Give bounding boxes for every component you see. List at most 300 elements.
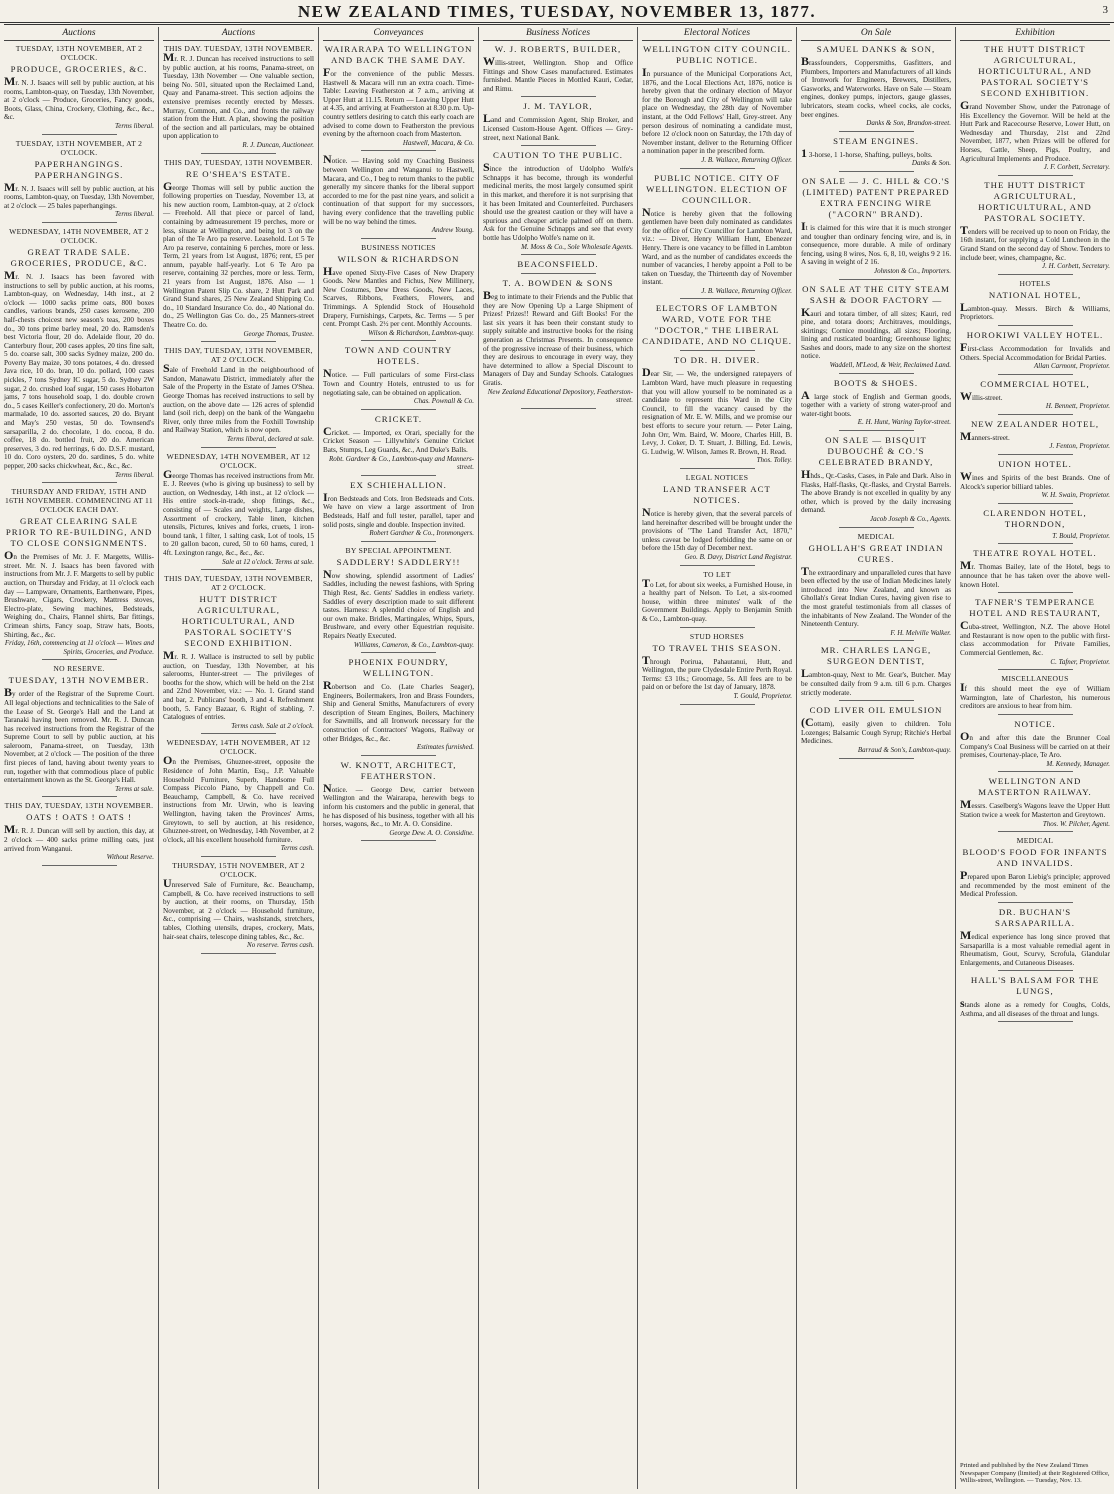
ad-title: BLOOD'S FOOD FOR INFANTS AND INVALIDS. [962, 847, 1108, 869]
ad-signature: Sale at 12 o'clock. Terms at sale. [222, 557, 314, 566]
ad-title: NATIONAL HOTEL, [988, 289, 1082, 300]
ad-divider [839, 430, 914, 431]
ad-body: 1 3-horse, 1 1-horse, Shafting, pulleys, bolts. [801, 145, 933, 160]
advertisement [323, 657, 474, 756]
ad-divider [839, 758, 914, 759]
ad-body: Hhds., Qr.-Casks, Cases, in Pale and Dark. Also in Flasks, Half-flasks, Qr.-flasks, and Crystal Barrels. The above Brandy is not excelled in quality by any other, which is proved by the daily increasing demand. [801, 467, 951, 515]
advertisement [323, 243, 474, 342]
ad-signature: R. J. Duncan, Auctioneer. [242, 140, 314, 149]
ad-signature: H. Bennett, Proprietor. [1045, 402, 1110, 411]
ad-body: Unreserved Sale of Furniture, &c. Beauchamp, Campbell, & Co. have received instructions to sell by auction, at their rooms, on Thursday, 15th November, at 2 o'clock — Household furniture, &c., comprising — Chairs, washstands, stretchers, tables, Clothing utensils, drapes, crockery, Mats, hair-seat chairs, telescope dining tables, &c., &c. [163, 875, 314, 941]
ad-title: PHOENIX FOUNDRY, WELLINGTON. [348, 657, 449, 679]
ad-divider [361, 755, 437, 756]
ad-header: STUD HORSES [689, 631, 745, 641]
advertisement [323, 760, 474, 842]
advertisement [801, 705, 951, 758]
ad-title: ON SALE AT THE CITY STEAM SASH & DOOR FACTORY — [802, 283, 950, 305]
ad-divider [361, 238, 437, 239]
ad-divider [998, 714, 1073, 715]
advertisement [960, 180, 1110, 275]
ad-header: NO RESERVE. [53, 664, 105, 674]
advertisement [642, 570, 792, 628]
masthead [0, 0, 1114, 23]
ad-body: Grand November Show, under the Patronage of His Excellency the Governor. Will be held at the Hutt Park and Racecourse Reserve, Lower Hutt, on Wednesday and Thursday, 21st and 22nd November, 1877, when Prizes will be offered for Horses, Cattle, Sheep, Pigs, Poultry, and Agricultural Implements and Produce. [960, 98, 1110, 163]
advertisement [642, 355, 792, 469]
ad-signature: Danks & Son. [911, 159, 951, 168]
masthead-rule [4, 24, 1110, 25]
ad-signature: Friday, 16th, commencing at 11 o'clock — Wines and Spirits, Groceries, and Produce. [4, 639, 154, 656]
ad-body: Manners-street. [960, 428, 1010, 443]
ad-header: THURSDAY, 15TH NOVEMBER, AT 2 O'CLOCK. [172, 860, 305, 879]
ad-body: Mr. N. J. Isaacs will sell by public auction, at his rooms, Lambton-quay, on Tuesday, 13th November, at 2 o'clock — Produce, Groceries, Fancy goods, Boots, Glass, China, Crockery, Clothing, &c., &c., &c. [4, 74, 154, 122]
ad-body: Brassfounders, Coppersmiths, Gasfitters, and Plumbers, Importers and Manufacturers of all kinds of Ironwork for Engineers, Brewers, Distillers, Gasworks, and Waterworks. Have on Sale — Steam engines, donkey pumps, injectors, gauge glasses, lubricators, steam cocks, wheel cocks, ale cocks, beer engines. [801, 54, 951, 119]
column-heading: Electoral Notices [642, 27, 792, 41]
ad-header: BUSINESS NOTICES [361, 242, 436, 252]
ad-body: Willis-street. [960, 388, 1003, 403]
advertisement [642, 303, 792, 351]
ad-body: Lambton-quay, Next to Mr. Gear's, Butcher. May be consulted daily from 9 a.m. till 6 p.m. Charges strictly moderate. [801, 666, 951, 697]
ad-body: It is claimed for this wire that it is much stronger and tougher than ordinary fencing wire, and is, in consequence, more durable. A mile of ordinary fencing, using 8 wires, Nos. 6, 8, 10, weighs 9 2 16. A saving in weight of 2 16. [801, 218, 951, 267]
advertisement [163, 44, 314, 154]
advertisement [4, 801, 154, 865]
ad-divider [521, 254, 596, 255]
ad-body: Mr. R. J. Duncan has received instructions to sell by public auction, at his rooms, Panama-street, on Tuesday, 13th November — One valuable section, being No. 501, situated upon the Reclaimed Land, Quay and Panama-street. This section adjoins the extensive premises recently erected by Messrs. Murray, Common, and Co., and fronts the railway station from the Hutt. A plan, showing the position of the section and all particulars, may be obtained upon application to [163, 50, 314, 141]
ad-body: Medical experience has long since proved that Sarsaparilla is a most valuable remedial agent in Rheumatism, Gout, Scurvy, Scrofula, Glandular Enlargements, and Cutaneous Diseases. [960, 927, 1110, 967]
ad-divider [521, 408, 596, 409]
ad-signature: Geo. B. Davy, District Land Registrar. [684, 552, 792, 561]
ad-title: TUESDAY, 13TH NOVEMBER. [8, 675, 150, 686]
ad-divider [201, 953, 277, 954]
advertisement [323, 152, 474, 238]
ad-signature: F. H. Melville Walker. [890, 628, 951, 637]
advertisement [483, 44, 633, 97]
ad-title: T. A. BOWDEN & SONS [502, 278, 614, 289]
column-heading: Exhibition [960, 27, 1110, 41]
ad-title: ELECTORS OF LAMBTON WARD, VOTE FOR THE "DOCTOR," THE LIBERAL CANDIDATE, AND NO CLIQUE. [642, 303, 792, 347]
ad-header: BY SPECIAL APPOINTMENT. [345, 545, 452, 555]
ad-signature: J. Fenton, Proprietor. [1049, 442, 1110, 451]
ad-divider [839, 131, 914, 132]
ad-title: GHOLLAH'S GREAT INDIAN CURES. [808, 542, 944, 564]
ad-signature: Danks & Son, Brandon-street. [866, 119, 951, 128]
advertisement [163, 452, 314, 571]
ad-divider [361, 340, 437, 341]
ad-divider [998, 1021, 1073, 1022]
ad-signature: New Zealand Educational Depository, Featherston-street. [487, 387, 633, 405]
ad-signature: Terms at sale. [115, 784, 154, 793]
ad-divider [201, 569, 277, 570]
ad-title: RE O'SHEA'S ESTATE. [185, 168, 292, 179]
ad-signature: M. Kennedy, Manager. [1046, 759, 1110, 768]
ad-body: By order of the Registrar of the Supreme Court. All legal objections and technicalities to the Sale of the Lease of St. George's Hall and the Land at Taranaki having been removed. Mr. R. J. Duncan has received instructions from the Registrar of the Supreme Court to sell by public auction, at his saleroom, Panama-street, on Tuesday, 13th November, at 2 o'clock — The position of the three first pieces of land, having about twenty years to run, together with that commodious place of public entertainment known as the St. George's Hall. [4, 685, 154, 785]
ad-title: WELLINGTON AND MASTERTON RAILWAY. [978, 776, 1092, 798]
ad-divider [680, 704, 755, 705]
column-4 [479, 27, 638, 1489]
ad-body: Mr. R. J. Duncan will sell by auction, this day, at 2 o'clock — 400 sacks prime milling oats, just arrived from Wanganui. [4, 822, 154, 853]
column-1 [0, 27, 159, 1489]
advertisement [960, 330, 1110, 375]
ad-header: THIS DAY, TUESDAY, 13TH NOVEMBER. [164, 157, 313, 167]
ad-signature: E. H. Hunt, Waring Taylor-street. [857, 418, 951, 427]
ad-body: Beg to intimate to their Friends and the Public that they are Now Opening Up a Large Shipment of Prizes! Prizes!! Reward and Gift Books! For the last six years it has been their constant study to supply suitable and instructive books for the rising generation as Christmas Presents. In consequence of the progressive increase of their business, which they are desirous to encourage in every way, they have determined to allow a Special Discount to Managers of Day and Sunday Schools. Catalogues Gratis. [483, 288, 633, 388]
ad-title: W. KNOTT, ARCHITECT, FEATHERSTON. [340, 759, 457, 781]
advertisement [163, 861, 314, 954]
ad-divider [42, 796, 117, 797]
ad-body: Now showing, splendid assortment of Ladies' Saddles, including the newest fashions, with Spring Thigh Rest, &c. Gents' Saddles in endless variety. Saddles of every description made to suit different tastes. Harness: A splendid choice of English and our own make. Bridles, Martingales, Whips, Spurs, Brushware, and every other Equestrian requisite. Repairs Neatly Executed. [323, 566, 474, 640]
ad-divider [521, 145, 596, 146]
ad-header: THIS DAY, TUESDAY, 13TH NOVEMBER. [4, 801, 154, 811]
ad-signature: George Thomas, Trustee. [243, 329, 314, 338]
ad-divider [361, 409, 437, 410]
ad-signature: T. Bould, Proprietor. [1052, 531, 1110, 540]
ad-divider [839, 279, 914, 280]
ad-title: PAPERHANGINGS. PAPERHANGINGS. [34, 158, 124, 180]
ad-signature: Robt. Gardner & Co., Lambton-quay and Manners-street. [329, 454, 474, 472]
ad-title: HOROKIWI VALLEY HOTEL. [966, 329, 1104, 340]
ad-signature: Terms cash. Sale at 2 o'clock. [231, 721, 314, 730]
ad-body: Mr. R. J. Wallace is instructed to sell by public auction, on Tuesday, 13th November, at his salerooms, Hunter-street — The privileges of booths for the show, which will be held on the 21st and 22nd November, viz.: — No. 1. Grand stand and bar, 2. Publicans' booth, 3 and 4. Refreshment booth, 5. Fancy Bazaar, 6. Right of stabling, 7. Catalogues of entries. [163, 648, 314, 722]
ad-divider [998, 771, 1073, 772]
ad-title: HUTT DISTRICT AGRICULTURAL, HORTICULTURAL, AND PASTORAL SOCIETY'S SECOND EXHIBITION. [181, 594, 296, 649]
ad-signature: Terms cash. [280, 844, 314, 853]
ad-header: MEDICAL [1016, 836, 1054, 846]
ad-title: TOWN AND COUNTRY HOTELS. [344, 345, 453, 367]
ad-body: To Let, for about six weeks, a Furnished House, in a healthy part of Nelson. To Let, a six-roomed house, within three minutes' walk of the Government Buildings. Apply to Benjamin Smith & Co., Lambton-quay. [642, 575, 792, 623]
ad-signature: Chas. Pownall & Co. [413, 397, 474, 406]
ad-body: In pursuance of the Municipal Corporations Act, 1876, and the Local Elections Act, 1876, notice is hereby given that the ordinary election of Mayor for the Borough and City of Wellington will take place on Wednesday, the 28th day of November instant, at the Odd Fellows' Hall, Grey-street. Any person desirous of nominating a candidate must, before 12 o'clock noon on Saturday, the 17th day of November instant, deliver to the Returning Officer a nomination paper in the prescribed form. [642, 65, 792, 156]
advertisement [4, 487, 154, 660]
imprint: Printed and published by the New Zealand Times Newspaper Company (limited) at their Registered Office, Willis-street, Wellington. — Tuesday, Nov. 13. [960, 1462, 1110, 1484]
ad-title: THE HUTT DISTRICT AGRICULTURAL, HORTICULTURAL, AND PASTORAL SOCIETY. [978, 179, 1092, 223]
ad-body: Kauri and totara timber, of all sizes; Kauri, red pine, and totara doors; Architraves, mouldings, skirtings; Cornice mouldings, all sizes; Flooring, lining and rusticated boarding; Greenhouse lights; Sashes and doors, made to any size on the shortest notice. [801, 304, 951, 361]
ad-title: EX SCHIEHALLION. [350, 479, 447, 490]
ad-title: LAND TRANSFER ACT NOTICES. [663, 484, 771, 505]
advertisement [960, 44, 1110, 176]
advertisement [4, 44, 154, 135]
ad-body: Through Porirua, Pahautanui, Hutt, and Wellington, the pure Clydesdale Entire Perth Royal. Terms: £3 10s.; Groomage, 5s. All fees are to be paid on or before the 1st day of January, 1878. [642, 652, 792, 692]
advertisement [642, 44, 792, 169]
column-heading: Auctions [4, 27, 154, 41]
ad-body: (Cottam), easily given to children. Tolu Lozenges; Balsamic Cough Syrup; Ritchie's Herbal Medicines. [801, 715, 951, 746]
ad-divider [361, 541, 437, 542]
ad-body: Have opened Sixty-Five Cases of New Drapery Goods. New Mantles and Fichus, New Millinery, New Costumes, Dew Dress Goods, New Laces, Scarves, Ribbons, Feathers, Flowers, and Trimmings. A Splendid Stock of Household Drapery, Furnishings, Carpets, &c. Terms — 5 per cent. Prompt Cash. 2½ per cent. Monthly Accounts. [323, 263, 474, 329]
advertisement [960, 548, 1110, 593]
advertisement [483, 259, 633, 274]
advertisement [960, 674, 1110, 715]
ad-divider [998, 970, 1073, 971]
ad-signature: Wilson & Richardson, Lambton-quay. [368, 328, 474, 337]
ad-signature: Without Reserve. [106, 853, 154, 862]
ad-divider [998, 414, 1073, 415]
ad-header: TUESDAY, 13TH NOVEMBER, AT 2 O'CLOCK. [15, 44, 143, 62]
ad-signature: Allan Carmont, Proprietor. [1034, 362, 1110, 371]
ad-body: On the Premises of Mr. J. F. Margetts, Willis-street. Mr. N. J. Isaacs has been favored with instructions from Mr. J. F. Margetts to sell by public auction, on Thursday and Friday, at 11 o'clock each day — Lampware, Ornaments, Earthenware, Pipes, Brushware, Cigars, Crockery, Mattress stoves, Electro-plate, Sewing machines, Bedsteads, Weighing do., Chairs, Flannel shirts, Bar fittings, Crimean shirts, Fancy soap, Straw hats, Boots, Shirting, &c., &c. [4, 548, 154, 639]
column-5 [638, 27, 797, 1489]
ad-body: Notice. — Full particulars of some First-class Town and Country Hotels, entrusted to us for negotiating sale, can be obtained on application. [323, 366, 474, 397]
ad-title: COMMERCIAL HOTEL, [980, 378, 1090, 389]
ad-header: THURSDAY AND FRIDAY, 15TH AND 16TH NOVEMBER. COMMENCING AT 11 O'CLOCK EACH DAY. [5, 487, 153, 515]
ad-signature: Robert Gardner & Co., Ironmongers. [369, 529, 474, 538]
ad-header: WEDNESDAY, 14TH NOVEMBER, AT 2 O'CLOCK. [9, 226, 149, 245]
ad-title: BEACONSFIELD. [517, 259, 599, 270]
ad-divider [680, 298, 755, 299]
advertisement [4, 664, 154, 797]
advertisement [960, 975, 1110, 1022]
ad-title: OATS ! OATS ! OATS ! [26, 812, 132, 823]
ad-title: DR. BUCHAN'S SARSAPARILLA. [995, 906, 1075, 928]
advertisement [163, 346, 314, 447]
ad-divider [998, 669, 1073, 670]
ad-divider [839, 373, 914, 374]
ad-divider [998, 274, 1073, 275]
ad-divider [42, 222, 117, 223]
ad-title: STEAM ENGINES. [833, 135, 919, 146]
ad-divider [998, 592, 1073, 593]
advertisement [960, 459, 1110, 504]
advertisement [323, 345, 474, 409]
advertisement [960, 279, 1110, 326]
ad-signature: J. B. Wallace, Returning Officer. [701, 155, 792, 164]
column-7 [956, 27, 1114, 1489]
ad-signature: Terms liberal. [114, 210, 154, 219]
ad-signature: J. H. Corbett, Secretary. [1042, 262, 1110, 271]
ad-signature: Jacob Joseph & Co., Agents. [870, 515, 951, 523]
advertisement [801, 284, 951, 374]
ad-body: Messrs. Caselberg's Wagons leave the Upper Hutt Station twice a week for Masterton and Greytown. [960, 797, 1110, 819]
ad-divider [521, 96, 596, 97]
ad-divider [839, 171, 914, 172]
ad-divider [201, 341, 277, 342]
ad-body: George Thomas has received instructions from Mr. E. J. Reeves (who is giving up business) to sell by auction, on Wednesday, 14th inst., at 12 o'clock — His entire stock-in-trade, shop fittings, &c., consisting of — Scales and weights, Large dishes, Assortment of crockery, Table linen, kitchen utensils, Pictures, knives and forks, cruets, 1 iron-bound tank, 1 filter, 1 salting cask, Lot of tools, 15 to 20 gallon bacon, cured, 50 to 60 hams, cured, 1 4ft. Lexington range, &c., &c., &c. [163, 466, 314, 557]
ad-divider [361, 475, 437, 476]
advertisement [163, 574, 314, 734]
advertisement [4, 139, 154, 223]
ad-signature: J. B. Wallace, Returning Officer. [701, 286, 792, 295]
ad-signature: J. F. Corbett, Secretary. [1043, 163, 1110, 172]
ad-divider [42, 482, 117, 483]
advertisement [960, 836, 1110, 903]
advertisement [642, 473, 792, 566]
ad-signature: Thos. W. Pilcher, Agent. [1042, 819, 1110, 828]
ad-title: TAFNER'S TEMPERANCE HOTEL AND RESTAURANT, [969, 597, 1101, 619]
ad-title: MR. CHARLES LANGE, SURGEON DENTIST, [820, 645, 932, 667]
ad-signature: C. Tafner, Proprietor. [1050, 657, 1110, 666]
ad-body: The extraordinary and unparalleled cures that have been effected by the use of Indian Medicines lately introduced into New Zealand, and known as Ghollah's Great Indian Cures, having given rise to the most grateful testimonials from all classes of the inhabitants of New Zealand. The Wonder of the Nineteenth Century. [801, 563, 951, 629]
ad-divider [839, 527, 914, 528]
ad-divider [680, 168, 755, 169]
ad-header: HOTELS [1019, 278, 1051, 288]
advertisement [163, 158, 314, 343]
ad-divider [998, 454, 1073, 455]
ad-title: TO TRAVEL THIS SEASON. [652, 642, 782, 653]
ad-header: THIS DAY, TUESDAY, 13TH NOVEMBER, AT 2 O'CLOCK. [164, 574, 313, 593]
ad-title: NEW ZEALANDER HOTEL, [970, 418, 1100, 429]
ad-header: WEDNESDAY, 14TH NOVEMBER, AT 12 O'CLOCK. [166, 451, 311, 470]
ad-divider [998, 175, 1073, 176]
advertisement [642, 632, 792, 705]
ad-header: LEGAL NOTICES [685, 473, 749, 482]
ad-divider [839, 700, 914, 701]
ad-title: NOTICE. [1014, 718, 1056, 729]
ad-body: Cricket. — Imported, ex Orari, specially for the Cricket Season — Lillywhite's Genuine Cricket Bats, Stumps, Leg Guards, &c., And Duke's Balls. [323, 423, 474, 454]
ad-divider [42, 134, 117, 135]
advertisement [960, 379, 1110, 415]
ad-body: Robertson and Co. (Late Charles Seager), Engineers, Boilermakers, Iron and Brass Founders, Ship and General Smiths, Manufacturers of every description of Steam Engines, Boilers, Machinery for Sawmills, and all Ironwork necessary for the construction of Contractors' Wagons, Railway or other Bridges, &c., &c. [323, 678, 474, 743]
column-heading: Conveyances [323, 27, 474, 41]
ad-body: Lambton-quay. Messrs. Birch & Williams, Proprietors. [960, 299, 1110, 322]
ad-body: Mr. Thomas Bailey, late of the Hotel, begs to announce that he has taken over the above well-known Hotel. [960, 558, 1110, 589]
ad-signature: No reserve. Terms cash. [247, 941, 314, 950]
ad-title: SADDLERY! SADDLERY!! [336, 556, 461, 567]
ad-signature: Williams, Cameron, & Co., Lambton-quay. [353, 640, 474, 649]
ad-divider [361, 840, 437, 841]
ad-divider [998, 831, 1073, 832]
ad-body: Since the introduction of Udolpho Wolfe's Schnapps it has become, through its wonderful medicinal merits, the most largely consumed spirit in this market, and therefore it is not surprising that it has been Imitated and Counterfeited. Purchasers should use the greatest caution or they will have a spurious and cheaper article palmed off on them. Ask for the Genuine Schnapps and see that every bottle has Udolpho Wolfe's name on it. [483, 160, 633, 242]
ad-signature: George Dew. A. O. Considine. [389, 828, 474, 837]
advertisement [163, 738, 314, 857]
ad-title: J. M. TAYLOR, [523, 101, 593, 112]
ad-body: Notice is hereby given that the following gentlemen have been duly nominated as candidates for the office of City Councillor for Lambton Ward, viz.: — Diver, Henry William Hunt, Ebenezer Henry. There is one vacancy to be filled in Lambton Ward, and as the number of candidates exceeds the number of vacancies, I hereby appoint a Poll to be taken on Tuesday, the Thirteenth day of November instant. [642, 204, 792, 287]
ad-body: If this should meet the eye of William Warmington, late of Charleston, his numerous creditors are anxious to hear from him. [960, 680, 1110, 711]
ad-title: WAIRARAPA TO WELLINGTON AND BACK THE SAME DAY. [324, 44, 473, 65]
ad-divider [839, 640, 914, 641]
newspaper-title: NEW ZEALAND TIMES, TUESDAY, NOVEMBER 13, 1877. [297, 2, 817, 21]
advertisement [642, 173, 792, 300]
advertisement [483, 150, 633, 255]
ad-body: For the convenience of the public Messrs. Hastwell & Macara will run an extra coach. Time-Table: Leaving Featherston at 7 a.m., arriving at Upper Hutt at 11.15. Return — Leaving Upper Hutt at 4.35, and arriving at Featherston at 8.30 p.m. Up-country settlers desiring to catch this early coach are advised to come down to Featherston the previous evening by the afternoon coach from Masterton. [323, 65, 474, 139]
ad-divider [201, 153, 277, 154]
advertisement [323, 546, 474, 653]
column-heading: On Sale [801, 27, 951, 41]
ad-signature: Terms liberal. [114, 470, 154, 479]
ad-divider [361, 652, 437, 653]
ad-divider [201, 733, 277, 734]
advertisement [960, 597, 1110, 670]
advertisement [960, 719, 1110, 772]
ad-body: Notice. — Having sold my Coaching Business between Wellington and Wanganui to Hastwell, Macara, and Co., I beg to return thanks to the public generally my sincere thanks for the liberal support accorded to me for the past nine years, and solicit a continuation of that support for my successors, having every confidence that the travelling public will be no way behind the times. [323, 152, 474, 226]
advertisement [483, 101, 633, 146]
ad-title: PUBLIC NOTICE. CITY OF WELLINGTON. ELECTION OF COUNCILLOR. [646, 172, 788, 205]
ad-body: Tenders will be received up to noon on Friday, the 16th instant, for supplying a Cold Luncheon in the Grand Stand on the second day of Show. Tenders to include beer, wines, champagne, &c. [960, 222, 1110, 262]
ad-header: THIS DAY, TUESDAY, 13TH NOVEMBER, AT 2 O'CLOCK. [164, 346, 313, 365]
ad-divider [998, 374, 1073, 375]
ad-header: WEDNESDAY, 14TH NOVEMBER, AT 12 O'CLOCK. [166, 738, 311, 757]
advertisement [960, 419, 1110, 455]
ad-title: PRODUCE, GROCERIES, &C. [10, 64, 148, 74]
ad-signature: W. H. Swain, Proprietor. [1041, 491, 1110, 500]
ad-divider [998, 325, 1073, 326]
ad-header: MISCELLANEOUS [1001, 674, 1069, 684]
ad-divider [521, 273, 596, 274]
ad-divider [361, 150, 437, 151]
ad-divider [680, 565, 755, 566]
ad-signature: Barraud & Son's, Lambton-quay. [857, 745, 951, 754]
ad-header: TUESDAY, 13TH NOVEMBER, AT 2 O'CLOCK. [15, 138, 143, 157]
ad-title: W. J. ROBERTS, BUILDER, [494, 44, 622, 54]
ad-title: THE HUTT DISTRICT AGRICULTURAL, HORTICULTURAL, AND PASTORAL SOCIETY'S SECOND EXHIBITION. [978, 44, 1092, 98]
ad-header: MEDICAL [857, 531, 895, 541]
ad-signature: Andrew Young. [431, 226, 474, 235]
ad-divider [998, 543, 1073, 544]
ad-title: COD LIVER OIL EMULSION [809, 705, 943, 716]
ad-body: George Thomas will sell by public auction the following properties on Tuesday, November 13, at his new auction room, Lambton-quay, at 2 o'clock — Freehold. All that piece or parcel of land, containing by admeasurement 19 perches, more or less, situate at Wellington, and being lot 3 on the plan of the Te Aro pa reserve. Leasehold. Lot 5 Te Aro pa reserve, containing 6 perches, more or less. Term, 21 years from 1st August, 1876; rent, £5 per annum, payable half-yearly. Lot 6 Te Aro pa reserve, containing 32 perches, more or less. Term, 21 years from 1st August, 1876. Also — 1 Wellington Patent Slip Co. share, 2 Hutt Park and Grand Stand shares, 25 New Zealand Shipping Co. do., 10 Standard Insurance Co. do., 40 National do. do., 25 Wellington Gas Co. do., 25 Manners-street Theatre Co. do. [163, 178, 314, 330]
ad-body: stands alone as a remedy for Coughs, Colds, Asthma, and all diseases of the throat and lungs. [960, 996, 1110, 1018]
ad-title: UNION HOTEL. [998, 459, 1072, 470]
advertisement [323, 414, 474, 476]
ad-title: CRICKET. [374, 413, 423, 424]
ad-body: Land and Commission Agent, Ship Broker, and Licensed Custom-House Agent. Offices — Grey-street, next National Bank. [483, 111, 633, 142]
ad-divider [680, 627, 755, 628]
advertisement [483, 278, 633, 409]
ad-title: WILSON & RICHARDSON [337, 253, 460, 264]
ad-signature: M. Moss & Co., Sole Wholesale Agents. [521, 242, 633, 251]
advertisement [960, 907, 1110, 971]
ad-divider [680, 350, 755, 351]
ad-signature: Thos. Tolley. [756, 456, 792, 465]
ad-title: HALL'S BALSAM FOR THE LUNGS, [970, 975, 1100, 997]
ad-signature: T. Gould, Proprietor. [733, 691, 792, 700]
advertisement [323, 480, 474, 542]
ad-title: CLARENDON HOTEL, THORNDON, [983, 507, 1087, 529]
column-2 [159, 27, 319, 1489]
advertisement [960, 776, 1110, 832]
advertisement [801, 435, 951, 528]
ad-body: On the Premises, Ghuznee-street, opposite the Residence of John Martin, Esq., J.P. Valuable Household Furniture, Superb, Handsome Full Compass Piccolo Piano, by Chappell and Co. Beauchamp, Campbell, & Co. have received instructions from Mr. Urwin, who is leaving Wellington, having taken the Provinces' Arms, Greytown, to sell by auction, at his residence, Ghuznee-street, on Wednesday, 14th November, at 2 o'clock, all his excellent household furniture. [163, 753, 314, 844]
ad-signature: Terms liberal, declared at sale. [227, 434, 314, 443]
advertisement [801, 136, 951, 172]
column-6 [797, 27, 956, 1489]
ad-header: TO LET [703, 569, 731, 579]
ad-signature: Estimates furnished. [416, 743, 474, 752]
column-3 [319, 27, 479, 1489]
ad-body: Mr. N. J. Isaacs will sell by public auction, at his rooms, Lambton-quay, on Tuesday, 13th November, at 2 o'clock — 25 bales paperhangings. [4, 179, 154, 210]
ad-body: Notice is hereby given, that the several parcels of land hereinafter described will be brought under the provisions of "The Land Transfer Act, 1870," unless caveat be lodged forbidding the same on or before the 15th day of December next. [642, 505, 792, 553]
ad-body: Prepared upon Baron Liebig's principle; approved and recommended by the most eminent of the Medical Profession. [960, 868, 1110, 899]
advertisement [801, 44, 951, 132]
ad-title: TO DR. H. DIVER. [673, 355, 761, 366]
ad-body: Sale of Freehold Land in the neighbourhood of Sandon, Manawatu District, immediately after the Sale of the Property in the Estate of James O'Shea. George Thomas has received instructions to sell by auction, on the above date — 126 acres of splendid land (soil rich, deep) on the bank of the Wangaehu River, only three miles from the Foxhill Township and Railway Station, which is now open. [163, 361, 314, 435]
ad-title: THEATRE ROYAL HOTEL. [973, 548, 1097, 559]
ad-signature: Waddell, M'Leod, & Weir, Reclaimed Land. [829, 361, 951, 370]
advertisement [801, 378, 951, 431]
advertisement [323, 44, 474, 151]
ad-signature: Hastwell, Macara, & Co. [402, 138, 474, 147]
ad-body: First-class Accommodation for Invalids and Others. Special Accommodation for Bridal Parties. [960, 339, 1110, 362]
page-number: 3 [1102, 4, 1108, 16]
ad-title: WELLINGTON CITY COUNCIL. PUBLIC NOTICE. [643, 44, 791, 65]
ad-divider [998, 902, 1073, 903]
column-heading: Business Notices [483, 27, 633, 41]
ad-title: SAMUEL DANKS & SON, [816, 44, 936, 54]
ad-body: Mr. N. J. Isaacs has been favored with instructions to sell by public auction, at his rooms, Lambton-quay, on Wednesday, 14th inst., at 2 o'clock — 1000 sacks prime oats, 800 boxes candles, various brands, 250 cases kerosene, 200 half-chests choicest new season's teas, 200 boxes do., 30 tons prime barley meal, 20 do. Ramsden's best Victoria flour, 20 do. Adelaide flour, 20 do. Canterbury flour, 200 cases apples, 20 tins fine salt, 5 do. coarse salt, 300 sacks Sydney maize, 200 do. Poverty Bay maize, 30 tons potatoes, 4 do. dressed Java rice, 10 do. bran, 10 do. pollard, 100 cases pickles, 7 tons Sydney IC sugar, 5 do. Sydney 2W sugar, 2 do. crushed loaf sugar, 150 cases Hobarton jams, 7 tons household soap, 1 do. double crown do., 5 cases Keiller's confectionery, 20 do. Morton's marmalade, 10 do. assorted sauces, 20 do. Bryant and May's 250 vestas, 50 do. Townsend's sarsaparilla, 2 do. chocolate, 1 do. cocoa, 8 do. coffee, 18 do. bottled fruit, 20 do. American preserves, 3 do. red herrings, 6 do. D.S.F. mustard, 10 do. Coro oysters, 20 do. sardines, 5 do. white pepper, 200 sacks chickwheat, &c., &c., &c. [4, 267, 154, 470]
advertisement [4, 227, 154, 483]
ad-title: GREAT TRADE SALE. GROCERIES, PRODUCE, &C. [10, 246, 148, 268]
ad-title: BOOTS & SHOES. [833, 377, 919, 388]
ad-divider [201, 447, 277, 448]
ad-body: Iron Bedsteads and Cots. Iron Bedsteads and Cots. We have on view a large assortment of Iron Bedsteads, Half and full tester, parallel, taper and solid posts, single and double. Inspection invited. [323, 489, 474, 529]
ad-header: THIS DAY. TUESDAY, 13TH NOVEMBER. [164, 44, 313, 53]
ad-divider [42, 865, 117, 866]
ad-divider [998, 503, 1073, 504]
advertisement [960, 508, 1110, 545]
ad-body: Notice. — George Dew, carrier between Wellington and the Wairarapa, herewith begs to inform his customers and the public in general, that he has disposed of his business, together with all his horses, wagons, &c., to Mr. A. O. Considine. [323, 780, 474, 829]
ad-divider [42, 659, 117, 660]
advertisement [801, 176, 951, 280]
ad-body: On and after this date the Brunner Coal Company's Coal Business will be carried on at their premises, Courtenay-place, Te Aro. [960, 728, 1110, 760]
column-heading: Auctions [163, 27, 314, 41]
advertisement [801, 645, 951, 701]
ad-title: ON SALE — J. C. HILL & CO.'S (LIMITED) PATENT PREPARED EXTRA FENCING WIRE ("ACORN" BRAND). [801, 175, 951, 219]
